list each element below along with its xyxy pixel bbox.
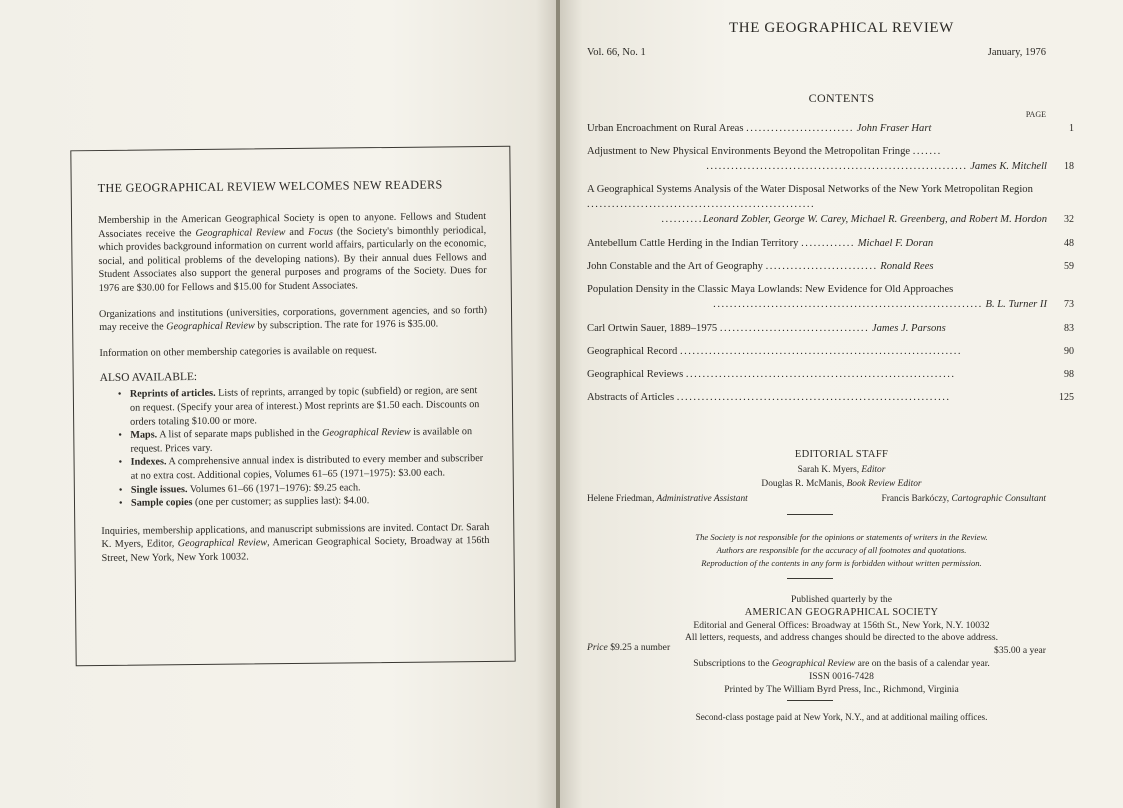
toc-entry: Population Density in the Classic Maya Lowlands: New Evidence for Old Approaches ................................................................. B. L. Turner II 73: [587, 284, 1074, 310]
issue-date: January, 1976: [987, 47, 1046, 58]
cartographer-line: Francis Barkóczy, Cartographic Consultant: [881, 494, 1046, 504]
divider: [787, 514, 833, 515]
page-column-heading: PAGE: [1025, 110, 1046, 119]
list-item: • Sample copies (one per customer; as supplies last): $4.00.: [101, 493, 489, 511]
toc-entry: A Geographical Systems Analysis of the Water Disposal Networks of the New York Metropolitan Region ....................................................... ..........Leonard Zobler, George W. Carey, Michael R. Greenberg, and Robert M. Hordon 32: [587, 184, 1074, 225]
contact-paragraph: Inquiries, membership applications, and manuscript submissions are invited. Contact Dr. Sarah K. Myers, Editor, Geographical Review, American Geographical Society, Broadway at 156th Street, New York, New York 10032.: [101, 521, 490, 564]
list-item: • Single issues. Volumes 61–66 (1971–1976): $9.25 each.: [101, 479, 489, 497]
toc-entry: Urban Encroachment on Rural Areas .......................... John Fraser Hart 1: [587, 123, 1074, 134]
toc-entry: John Constable and the Art of Geography ........................... Ronald Rees 59: [587, 261, 1074, 272]
disclaimer: The Society is not responsible for the opinions or statements of writers in the Review. Authors are responsible for the accuracy of all footnotes and quotations. Reproduction of the contents in any form is forbidden without written permission.: [695, 532, 988, 568]
welcome-box: [70, 146, 515, 667]
toc-entry: Antebellum Cattle Herding in the Indian Territory ............. Michael F. Doran 48: [587, 238, 1074, 249]
toc-entry: Abstracts of Articles .................................................................. 125: [587, 392, 1074, 403]
welcome-title: THE GEOGRAPHICAL REVIEW WELCOMES NEW READERS: [97, 177, 443, 196]
toc-entry: Adjustment to New Physical Environments Beyond the Metropolitan Fringe ....... ............................................................... James K. Mitchell 18: [587, 146, 1074, 172]
also-available-heading: ALSO AVAILABLE:: [99, 371, 198, 385]
price-per-number: Price $9.25 a number: [587, 642, 671, 653]
left-page: [0, 0, 558, 808]
list-item: • Maps. A list of separate maps published in the Geographical Review is available on request. Prices vary.: [100, 425, 488, 456]
table-of-contents: [587, 121, 1074, 405]
divider: [787, 578, 833, 579]
info-paragraph: Information on other membership categories is available on request.: [99, 344, 378, 359]
membership-paragraph: Membership in the American Geographical Society is open to anyone. Fellows and Student Associates receive the Geographical Review and Focus (the Society's bimonthly periodical, which provides background information on current world affairs, particularly on the economic, social, and political problems of the developing nations). By their annual dues Fellows and Student Associates also support the general purposes and programs of the Society. Dues for 1976 are $30.00 for Fellows and $15.00 for Student Associates.: [97, 210, 487, 294]
journal-title: THE GEOGRAPHICAL REVIEW: [729, 20, 954, 36]
assistant-line: Helene Friedman, Administrative Assistant: [587, 494, 748, 504]
toc-entry: Geographical Record .................................................................... 90: [587, 346, 1074, 357]
also-available-list: [100, 384, 489, 510]
editorial-staff-heading: EDITORIAL STAFF: [794, 449, 889, 460]
divider: [787, 700, 833, 701]
book-editor-line: Douglas R. McManis, Book Review Editor: [761, 479, 922, 489]
toc-entry: Carl Ortwin Sauer, 1889–1975 .................................... James J. Parsons 83: [587, 323, 1074, 334]
price-per-year: $35.00 a year: [994, 645, 1046, 656]
organizations-paragraph: Organizations and institutions (universities, corporations, government agencies, and so forth) may receive the Geographical Review by subscription. The rate for 1976 is $35.00.: [98, 304, 488, 334]
publication-info: Published quarterly by the AMERICAN GEOGRAPHICAL SOCIETY Editorial and General Offices: Broadway at 156th St., New York, N.Y. 10032 All letters, requests, and address changes should be directed to the above address. Subscriptions to the Geographical Review are on the basis of a calendar year. ISSN 0016-7428 Printed by The William Byrd Press, Inc., Richmond, Virginia: [684, 594, 999, 695]
postage-note: Second-class postage paid at New York, N.Y., and at additional mailing offices.: [695, 712, 988, 722]
contents-heading: CONTENTS: [808, 91, 875, 105]
list-item: • Reprints of articles. Lists of reprints, arranged by topic (subfield) or region, are sent on request. (Specify your area of interest.) Most reprints are $1.50 each. Discounts on orders totaling $10.00 or more.: [100, 384, 488, 429]
right-page: [560, 0, 1123, 808]
volume-number: Vol. 66, No. 1: [587, 47, 646, 58]
editor-line: Sarah K. Myers, Editor: [797, 465, 886, 475]
toc-entry: Geographical Reviews ................................................................. 98: [587, 369, 1074, 380]
list-item: • Indexes. A comprehensive annual index is distributed to every member and subscriber at no extra cost. Additional copies, Volumes 61–65 (1971–1975): $3.00 each.: [101, 452, 489, 483]
